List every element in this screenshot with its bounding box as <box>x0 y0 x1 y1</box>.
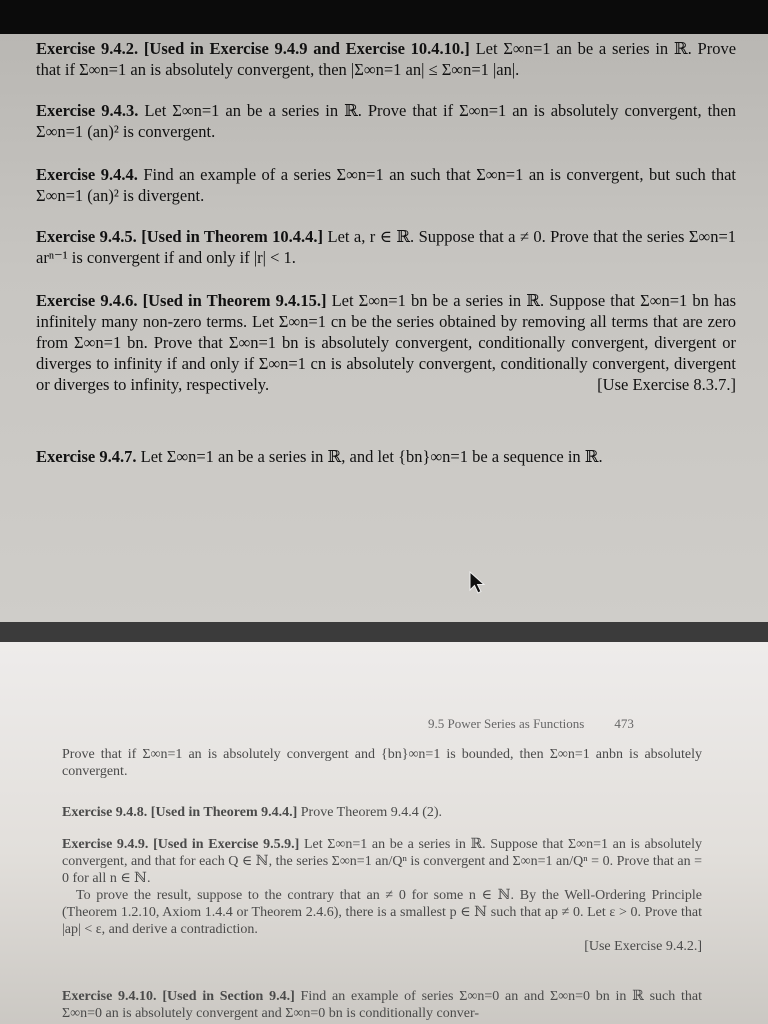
exercise-note: [Used in Theorem 9.4.4.] <box>150 805 298 820</box>
exercise-label: Exercise 9.4.9. <box>62 837 149 852</box>
exercise-label: Exercise 9.4.7. <box>36 447 137 466</box>
exercise-note: [Used in Exercise 9.5.9.] <box>153 837 300 852</box>
exercise-9-4-4 <box>36 164 736 206</box>
exercise-label: Exercise 9.4.10. <box>62 989 157 1004</box>
textbook-page-upper <box>0 34 768 622</box>
exercise-label: Exercise 9.4.5. <box>36 227 137 246</box>
exercise-note: [Used in Theorem 9.4.15.] <box>142 291 327 310</box>
exercise-text: Let Σ∞n=1 bn be a series in ℝ. Suppose that Σ∞n=1 bn has infinitely many non-zero terms. Let Σ∞n=1 cn be the series obtained by removing all terms that are zero from Σ∞n=1 bn. Prove that Σ∞n=1 bn is absolutely convergent, conditionally convergent, divergent or diverges to infinity if and only if Σ∞n=1 cn is absolutely convergent, conditionally convergent, divergent or diverges to infinity, respectively. <box>36 291 736 394</box>
exercise-text: Let a, r ∈ ℝ. Suppose that a ≠ 0. Prove that the series Σ∞n=1 arⁿ⁻¹ is convergent if and only if |r| < 1. <box>36 227 736 267</box>
exercise-label: Exercise 9.4.8. <box>62 805 148 820</box>
exercise-paragraph: To prove the result, suppose to the contrary that an ≠ 0 for some n ∈ ℕ. By the Well-Ordering Principle (Theorem 1.2.10, Axiom 1.4.4 or Theorem 2.4.6), there is a smallest p ∈ ℕ such that ap ≠ 0. Let ε > 0. Prove that |ap| < ε, and derive a contradiction. <box>62 888 702 937</box>
exercise-text: Find an example of series Σ∞n=0 an and Σ∞n=0 bn in ℝ such that Σ∞n=0 an is absolutely convergent and Σ∞n=0 bn is conditionally conver- <box>62 989 703 1021</box>
exercise-label: Exercise 9.4.6. <box>36 291 138 310</box>
exercise-text: Let Σ∞n=1 an be a series in ℝ, and let {bn}∞n=1 be a sequence in ℝ. <box>140 447 603 466</box>
exercise-note: [Used in Theorem 10.4.4.] <box>141 227 324 246</box>
exercise-text: Let Σ∞n=1 an be a series in ℝ. Prove that if Σ∞n=1 an is absolutely convergent, then Σ∞n=1 (an)² is convergent. <box>36 101 736 141</box>
textbook-page-lower <box>0 642 768 1024</box>
exercise-label: Exercise 9.4.3. <box>36 101 139 120</box>
exercise-9-4-7 <box>36 446 736 467</box>
exercise-9-4-9 <box>62 836 702 955</box>
monitor-bezel <box>0 0 768 34</box>
exercise-9-4-3 <box>36 100 736 142</box>
running-head <box>428 716 634 732</box>
exercise-text: Prove Theorem 9.4.4 (2). <box>300 805 443 820</box>
exercise-9-4-5 <box>36 226 736 268</box>
mouse-pointer-icon <box>468 570 486 594</box>
exercise-hint: [Use Exercise 8.3.7.] <box>597 375 736 394</box>
exercise-label: Exercise 9.4.2. <box>36 39 139 58</box>
exercise-note: [Used in Section 9.4.] <box>162 989 295 1004</box>
page-number: 473 <box>614 716 634 731</box>
exercise-text: Let Σ∞n=1 an be a series in ℝ. Prove that if Σ∞n=1 an is absolutely convergent, then |Σ∞n=1 an| ≤ Σ∞n=1 |an|. <box>36 39 737 79</box>
exercise-text: Let Σ∞n=1 an be a series in ℝ. Suppose that Σ∞n=1 an is absolutely convergent, and that for each Q ∈ ℕ, the series Σ∞n=1 an/Qⁿ is convergent and Σ∞n=1 an/Qⁿ = 0. Prove that an = 0 for all n ∈ ℕ. <box>62 837 703 886</box>
running-head-title: 9.5 Power Series as Functions <box>428 716 585 731</box>
exercise-9-4-10 <box>62 988 702 1022</box>
exercise-9-4-6 <box>36 290 736 395</box>
exercise-9-4-2 <box>36 38 736 80</box>
exercise-9-4-8 <box>62 804 702 821</box>
page-divider <box>0 622 768 642</box>
exercise-text: Find an example of a series Σ∞n=1 an such that Σ∞n=1 an is convergent, but such that Σ∞n=1 (an)² is divergent. <box>36 165 736 205</box>
exercise-note: [Used in Exercise 9.4.9 and Exercise 10.4.10.] <box>143 39 470 58</box>
exercise-hint: [Use Exercise 9.4.2.] <box>584 939 702 954</box>
exercise-9-4-7-continued <box>62 746 702 780</box>
exercise-label: Exercise 9.4.4. <box>36 165 138 184</box>
exercise-text: Prove that if Σ∞n=1 an is absolutely convergent and {bn}∞n=1 is bounded, then Σ∞n=1 anbn is absolutely convergent. <box>62 747 702 779</box>
